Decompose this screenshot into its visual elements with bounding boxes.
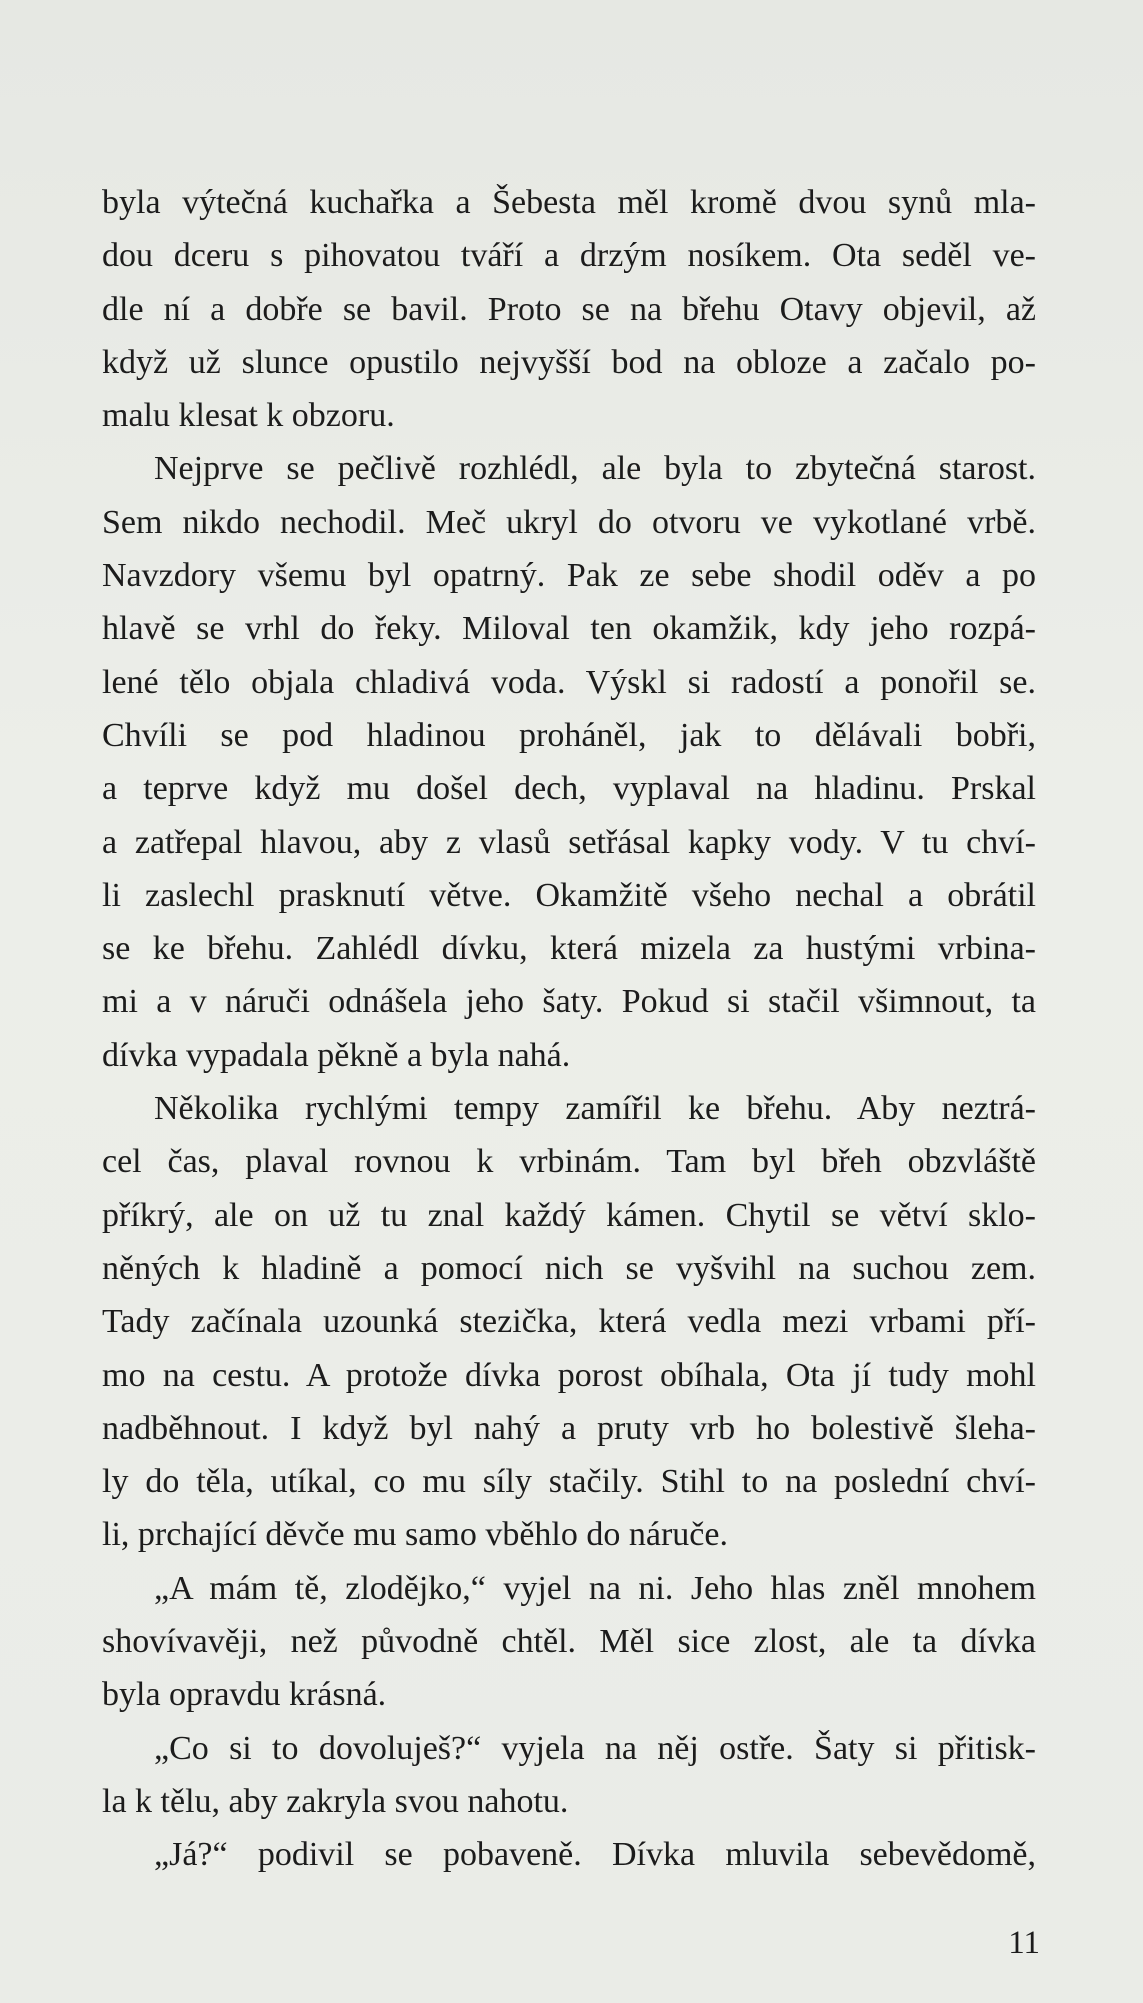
text-line: Nejprve se pečlivě rozhlédl, ale byla to zbytečná starost. (154, 450, 1036, 488)
text-line: „A mám tě, zlodějko,“ vyjel na ni. Jeho hlas zněl mnohem (154, 1569, 1036, 1607)
text-line: se ke břehu. Zahlédl dívku, která mizela za hustými vrbina- (102, 930, 1036, 968)
text-line: mi a v náruči odnášela jeho šaty. Pokud si stačil všimnout, ta (102, 983, 1036, 1021)
text-line: „Co si to dovoluješ?“ vyjela na něj ostře. Šaty si přitisk- (154, 1729, 1036, 1767)
text-line: „Já?“ podivil se pobaveně. Dívka mluvila sebevědomě, (154, 1836, 1036, 1874)
text-line: a zatřepal hlavou, aby z vlasů setřásal kapky vody. V tu chví- (102, 823, 1036, 861)
text-line: li, prchající děvče mu samo vběhlo do náruče. (102, 1516, 728, 1554)
page-number: 11 (1008, 1925, 1040, 1961)
text-line: li zaslechl prasknutí větve. Okamžitě všeho nechal a obrátil (102, 876, 1036, 914)
text-line: dle ní a dobře se bavil. Proto se na břehu Otavy objevil, až (102, 290, 1036, 328)
text-line: Sem nikdo nechodil. Meč ukryl do otvoru ve vykotlané vrbě. (102, 503, 1036, 541)
text-line: byla výtečná kuchařka a Šebesta měl kromě dvou synů mla- (102, 184, 1036, 221)
text-line: hlavě se vrhl do řeky. Miloval ten okamžik, kdy jeho rozpá- (102, 610, 1036, 648)
text-line: Několika rychlými tempy zamířil ke břehu. Aby neztrá- (154, 1090, 1036, 1128)
text-line: Navzdory všemu byl opatrný. Pak ze sebe shodil oděv a po (102, 557, 1036, 595)
text-line: a teprve když mu došel dech, vyplaval na hladinu. Prskal (102, 770, 1036, 808)
text-line: cel čas, plaval rovnou k vrbinám. Tam byl břeh obzvláště (102, 1143, 1036, 1181)
text-line: lené tělo objala chladivá voda. Výskl si radostí a ponořil se. (102, 663, 1036, 701)
text-line: dou dceru s pihovatou tváří a drzým nosíkem. Ota seděl ve- (102, 237, 1036, 275)
text-line: Tady začínala uzounká stezička, která vedla mezi vrbami pří- (102, 1303, 1036, 1341)
text-line: nadběhnout. I když byl nahý a pruty vrb ho bolestivě šleha- (102, 1409, 1036, 1447)
text-line: byla opravdu krásná. (102, 1676, 387, 1714)
text-line: ly do těla, utíkal, co mu síly stačily. Stihl to na poslední chví- (102, 1463, 1036, 1501)
text-line: la k tělu, aby zakryla svou nahotu. (102, 1782, 569, 1820)
text-line: Chvíli se pod hladinou proháněl, jak to dělávali bobři, (102, 716, 1036, 754)
text-line: když už slunce opustilo nejvyšší bod na obloze a začalo po- (102, 343, 1036, 381)
text-line: něných k hladině a pomocí nich se vyšvihl na suchou zem. (102, 1249, 1036, 1287)
text-line: příkrý, ale on už tu znal každý kámen. Chytil se větví sklo- (102, 1196, 1036, 1234)
text-line: dívka vypadala pěkně a byla nahá. (102, 1036, 571, 1074)
text-line: malu klesat k obzoru. (102, 397, 395, 435)
text-line: mo na cestu. A protože dívka porost obíhala, Ota jí tudy mohl (102, 1356, 1036, 1394)
text-line: shovívavěji, než původně chtěl. Měl sice zlost, ale ta dívka (102, 1623, 1036, 1661)
body-text (102, 176, 1036, 1882)
